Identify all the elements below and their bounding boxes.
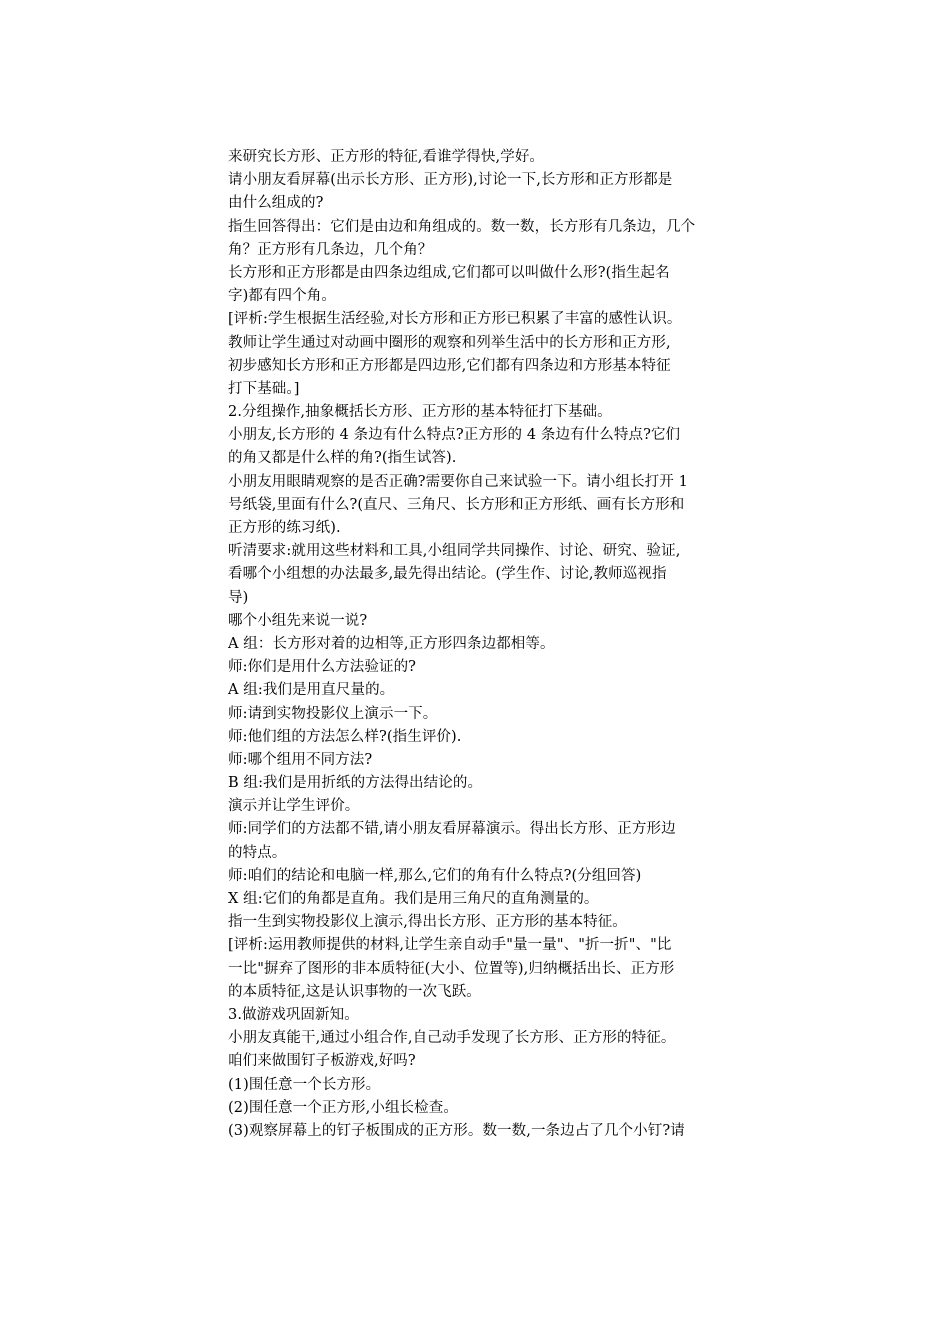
text-line: A 组:我们是用直尺量的。 (228, 682, 395, 699)
text-line: 正方形的练习纸). (228, 520, 341, 536)
text-line: 初步感知长方形和正方形都是四边形,它们都有四条边和方形基本特征 (228, 357, 671, 374)
text-line: 师:哪个组用不同方法? (228, 751, 373, 768)
text-line: 2.分组操作,抽象概括长方形、正方形的基本特征打下基础。 (228, 404, 612, 421)
text-line: 来研究长方形、正方形的特征,看谁学得快,学好。 (228, 149, 545, 165)
text-line: 演示并让学生评价。 (228, 798, 360, 815)
text-line: 看哪个小组想的办法最多,最先得出结论。(学生作、讨论,教师巡视指 (228, 566, 667, 583)
text-line: 小朋友,长方形的 4 条边有什么特点?正方形的 4 条边有什么特点?它们 (228, 427, 681, 444)
text-line: 3.做游戏巩固新知。 (228, 1006, 359, 1023)
text-line: 教师让学生通过对动画中圈形的观察和列举生活中的长方形和正方形, (228, 334, 671, 351)
text-line: 一比"摒弃了图形的非本质特征(大小、位置等),归纳概括出长、正方形 (228, 960, 675, 977)
text-line: (2)围任意一个正方形,小组长检查。 (228, 1099, 458, 1116)
text-line: 师:同学们的方法都不错,请小朋友看屏幕演示。得出长方形、正方形边 (228, 821, 676, 838)
text-line: 的本质特征,这是认识事物的一次飞跃。 (228, 983, 481, 1000)
text-line: 哪个小组先来说一说? (228, 612, 368, 629)
text-line: 的角又都是什么样的角?(指生试答). (228, 450, 457, 467)
text-line: 打下基础。] (228, 380, 300, 397)
text-line: 指生回答得出：它们是由边和角组成的。数一数，长方形有几条边，几个 (228, 218, 696, 235)
text-line: 请小朋友看屏幕(出示长方形、正方形),讨论一下,长方形和正方形都是 (228, 172, 673, 189)
text-line: (1)围任意一个长方形。 (228, 1076, 381, 1093)
text-line: (3)观察屏幕上的钉子板围成的正方形。数一数,一条边占了几个小钉?请 (228, 1122, 685, 1139)
text-line: 角？正方形有几条边，几个角？ (228, 241, 433, 258)
text-line: 师:你们是用什么方法验证的? (228, 659, 417, 676)
text-line: B 组:我们是用折纸的方法得出结论的。 (228, 775, 483, 792)
text-line: X 组:它们的角都是直角。我们是用三角尺的直角测量的。 (228, 891, 599, 907)
text-line: 的特点。 (228, 844, 287, 861)
text-line: 字)都有四个角。 (228, 288, 336, 305)
document-body (228, 146, 728, 1143)
text-line: 听清要求:就用这些材料和工具,小组同学共同操作、讨论、研究、验证, (228, 543, 681, 560)
text-line: [评析:学生根据生活经验,对长方形和正方形已积累了丰富的感性认识。 (228, 311, 682, 328)
text-line: 师:咱们的结论和电脑一样,那么,它们的角有什么特点?(分组回答) (228, 867, 642, 884)
text-line: 号纸袋,里面有什么?(直尺、三角尺、长方形和正方形纸、画有长方形和 (228, 496, 685, 513)
text-line: 咱们来做围钉子板游戏,好吗? (228, 1053, 416, 1070)
text-line: 导) (228, 589, 249, 606)
text-line: 师:请到实物投影仪上演示一下。 (228, 705, 438, 722)
text-line: 师:他们组的方法怎么样?(指生评价). (228, 728, 462, 745)
text-line: 小朋友用眼睛观察的是否正确?需要你自己来试验一下。请小组长打开 1 (228, 473, 688, 490)
text-line: 指一生到实物投影仪上演示,得出长方形、正方形的基本特征。 (228, 914, 627, 931)
text-line: 长方形和正方形都是由四条边组成,它们都可以叫做什么形?(指生起名 (228, 264, 670, 281)
text-line: 由什么组成的? (228, 195, 324, 212)
text-line: A 组：长方形对着的边相等,正方形四条边都相等。 (228, 635, 555, 652)
text-line: 小朋友真能干,通过小组合作,自己动手发现了长方形、正方形的特征。 (228, 1030, 676, 1047)
text-line: [评析:运用教师提供的材料,让学生亲自动手"量一量"、"折一折"、"比 (228, 937, 672, 954)
